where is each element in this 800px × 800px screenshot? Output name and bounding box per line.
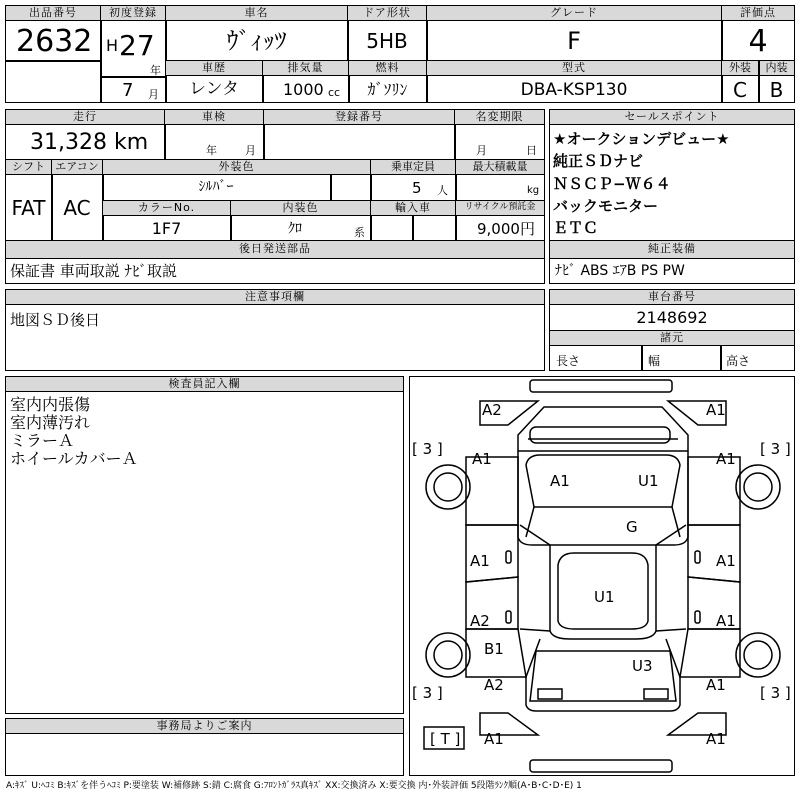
tire-rear-right-label: [ 3 ]: [760, 684, 791, 702]
fuel-label: 燃料: [348, 60, 427, 76]
car-name-label: 車名: [165, 5, 348, 21]
color-no-label: カラーNo.: [102, 200, 231, 216]
shift-value: FAT: [11, 196, 46, 220]
divider: [330, 175, 332, 200]
grade-value: F: [567, 27, 581, 55]
model-label: 型式: [426, 60, 722, 76]
fuel-value: ｶﾞｿﾘﾝ: [367, 80, 408, 99]
max-load-unit: kg: [527, 185, 540, 196]
divider: [5, 60, 101, 62]
damage-label: A1: [716, 450, 736, 468]
displacement-label: 排気量: [262, 60, 349, 76]
name-change-day-unit: 日: [526, 144, 537, 157]
damage-label: A1: [706, 676, 726, 694]
caution-value: 地図ＳＤ後日: [10, 311, 101, 329]
damage-label: A2: [482, 401, 502, 419]
exterior-value: C: [733, 78, 747, 102]
sales-item: ＮＳＣＰ−Ｗ６４: [553, 175, 671, 193]
damage-label: A1: [716, 552, 736, 570]
sales-item: バックモニター: [553, 197, 659, 215]
divider: [720, 345, 722, 371]
inspector-note: 室内内張傷: [10, 395, 91, 414]
sales-label: セールスポイント: [549, 109, 795, 125]
divider: [641, 345, 643, 371]
tire-front-left-label: [ 3 ]: [412, 440, 443, 458]
displacement-unit: cc: [328, 86, 341, 99]
import-label: 輸入車: [370, 200, 456, 216]
model-value: DBA-KSP130: [520, 80, 628, 100]
score-value: 4: [748, 24, 768, 59]
dims-height: 高さ: [726, 354, 751, 368]
reg-no-label: 登録番号: [263, 109, 455, 125]
office-label: 事務局よりご案内: [5, 718, 404, 734]
damage-label: A1: [706, 401, 726, 419]
car-name-value: ｳﾞｨｯﾂ: [226, 27, 287, 55]
int-color-label: 内装色: [230, 200, 371, 216]
sales-item: ＥＴＣ: [553, 219, 599, 237]
interior-label: 内装: [758, 60, 795, 76]
capacity-value: 5: [412, 179, 422, 197]
first-reg-year: 27: [119, 29, 155, 62]
dims-label: 諸元: [549, 330, 795, 346]
lot-no-label: 出品番号: [5, 5, 101, 21]
inspector-note: ミラーＡ: [10, 431, 75, 450]
year-unit: 年: [150, 64, 161, 77]
int-color-value: ｸﾛ: [288, 221, 302, 237]
damage-label: U3: [632, 657, 653, 675]
door-value: 5HB: [366, 29, 408, 53]
first-reg-label: 初度登録: [100, 5, 166, 21]
damage-label: A1: [550, 472, 570, 490]
spare-tire-label: [ T ]: [430, 730, 461, 748]
int-color-unit: 系: [354, 226, 365, 239]
capacity-label: 乗車定員: [370, 159, 456, 175]
color-no-value: 1F7: [151, 219, 182, 238]
history-value: レンタ: [189, 79, 239, 99]
lot-no-value: 2632: [16, 24, 93, 59]
equipment-label: 純正装備: [549, 240, 795, 259]
color-label: 外装色: [102, 159, 371, 175]
equipment-value: ﾅﾋﾞ ABS ｴｱB PS PW: [555, 263, 685, 279]
history-label: 車歴: [165, 60, 263, 76]
grade-label: グレード: [426, 5, 722, 21]
tire-front-right-label: [ 3 ]: [760, 440, 791, 458]
damage-label: A1: [706, 730, 726, 748]
inspector-label: 検査員記入欄: [5, 376, 404, 392]
chassis-value: 2148692: [636, 308, 708, 327]
inspection-label: 車検: [164, 109, 264, 125]
max-load-label: 最大積載量: [455, 159, 545, 175]
legend-text: A:ｷｽﾞ U:ﾍｺﾐ B:ｷｽﾞを伴うﾍｺﾐ P:要塗装 W:補修跡 S:錆 C:腐食 G:ﾌﾛﾝﾄｶﾞﾗｽ真ｷｽﾞ XX:交換済み X:要交換 内･外装評価 5段階ﾗﾝｸ順(A･B･C･D･E) 1: [6, 781, 582, 791]
damage-label: A2: [484, 676, 504, 694]
sales-item: 純正ＳＤナビ: [553, 152, 644, 170]
exterior-label: 外装: [721, 60, 759, 76]
color-value: ｼﾙﾊﾞｰ: [198, 179, 234, 195]
mileage-label: 走行: [5, 109, 165, 125]
inspection-year-unit: 年: [206, 144, 217, 157]
dims-width: 幅: [648, 354, 661, 368]
damage-label: G: [626, 518, 638, 536]
aircon-label: エアコン: [51, 159, 103, 175]
capacity-unit: 人: [437, 184, 448, 197]
later-parts-value: 保証書 車両取説 ﾅﾋﾞ取説: [10, 262, 178, 280]
name-change-label: 名変期限: [454, 109, 545, 125]
score-label: 評価点: [721, 5, 795, 21]
recycle-value: 9,000円: [477, 220, 535, 238]
divider: [412, 216, 414, 241]
damage-label: U1: [594, 588, 615, 606]
first-reg-era: H: [106, 36, 119, 55]
caution-label: 注意事項欄: [5, 289, 545, 305]
damage-label: B1: [484, 640, 504, 658]
recycle-label: リサイクル預託金: [455, 200, 545, 216]
damage-label: A1: [716, 612, 736, 630]
car-outline-svg: [410, 377, 796, 777]
displacement-value: 1000: [283, 80, 324, 99]
name-change-month-unit: 月: [476, 144, 487, 157]
door-label: ドア形状: [347, 5, 427, 21]
mileage-value: 31,328 km: [30, 130, 149, 155]
month-unit: 月: [148, 88, 159, 101]
damage-label: A2: [470, 612, 490, 630]
inspector-note: 室内薄汚れ: [10, 413, 91, 432]
divider: [100, 76, 166, 78]
chassis-label: 車台番号: [549, 289, 795, 305]
damage-label: A1: [484, 730, 504, 748]
interior-value: B: [769, 78, 784, 102]
dims-length: 長さ: [556, 354, 581, 368]
later-parts-label: 後日発送部品: [5, 240, 545, 259]
tire-rear-left-label: [ 3 ]: [412, 684, 443, 702]
aircon-value: AC: [63, 196, 91, 220]
sales-item: ★オークションデビュー★: [553, 130, 730, 148]
damage-diagram: [409, 376, 795, 776]
first-reg-month: 7: [122, 80, 134, 101]
damage-label: A1: [472, 450, 492, 468]
damage-label: A1: [470, 552, 490, 570]
inspector-note: ホイールカバーＡ: [10, 449, 138, 468]
shift-label: シフト: [5, 159, 52, 175]
inspection-month-unit: 月: [245, 144, 256, 157]
damage-label: U1: [638, 472, 659, 490]
